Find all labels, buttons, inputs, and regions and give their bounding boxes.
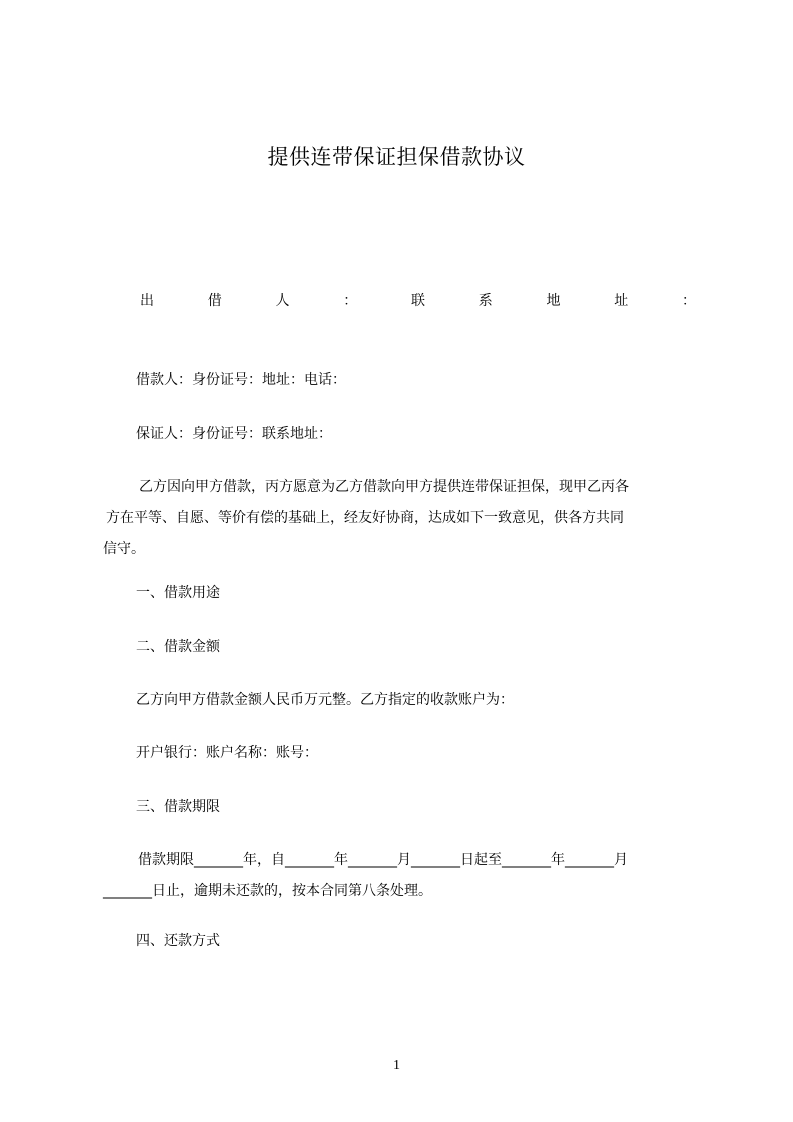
lender-line-char: ： [343, 293, 358, 309]
lender-line-char: 出 [140, 293, 154, 309]
term-paragraph [103, 845, 700, 907]
section-heading: 二、借款金额 [136, 639, 220, 655]
section-heading: 四、还款方式 [136, 933, 220, 949]
term-paragraph-line: _______日止，逾期未还款的，按本合同第八条处理。 [103, 883, 432, 899]
section-heading: 三、借款期限 [136, 799, 220, 815]
intro-paragraph-line: 信守。 [103, 541, 145, 557]
borrower-line: 借款人：身份证号：地址：电话： [136, 372, 346, 388]
bank-account-line: 开户银行：账户名称：账号： [136, 745, 318, 761]
intro-paragraph [103, 472, 700, 565]
lender-line-char: 人 [275, 293, 290, 309]
lender-line-char: 联 [411, 293, 425, 309]
lender-line-char: 借 [207, 293, 222, 309]
page-number: 1 [393, 1058, 400, 1073]
lender-line-char: 系 [478, 293, 493, 309]
intro-paragraph-line: 方在平等、自愿、等价有偿的基础上，经友好协商，达成如下一致意见，供各方共同 [106, 510, 624, 526]
lender-line [140, 291, 696, 311]
lender-line-char: 地 [546, 293, 561, 309]
guarantor-line: 保证人：身份证号：联系地址： [136, 426, 332, 442]
term-paragraph-line: 借款期限_______年，自_______年_______月_______日起至_______年_______月 [138, 852, 628, 868]
lender-line-char: 址 [614, 293, 629, 309]
document-title: 提供连带保证担保借款协议 [267, 145, 526, 169]
section-heading: 一、借款用途 [136, 585, 220, 601]
amount-line: 乙方向甲方借款金额人民币万元整。乙方指定的收款账户为： [136, 692, 514, 708]
lender-line-char: ： [682, 293, 696, 309]
intro-paragraph-line: 乙方因向甲方借款，丙方愿意为乙方借款向甲方提供连带保证担保，现甲乙丙各 [139, 479, 629, 495]
